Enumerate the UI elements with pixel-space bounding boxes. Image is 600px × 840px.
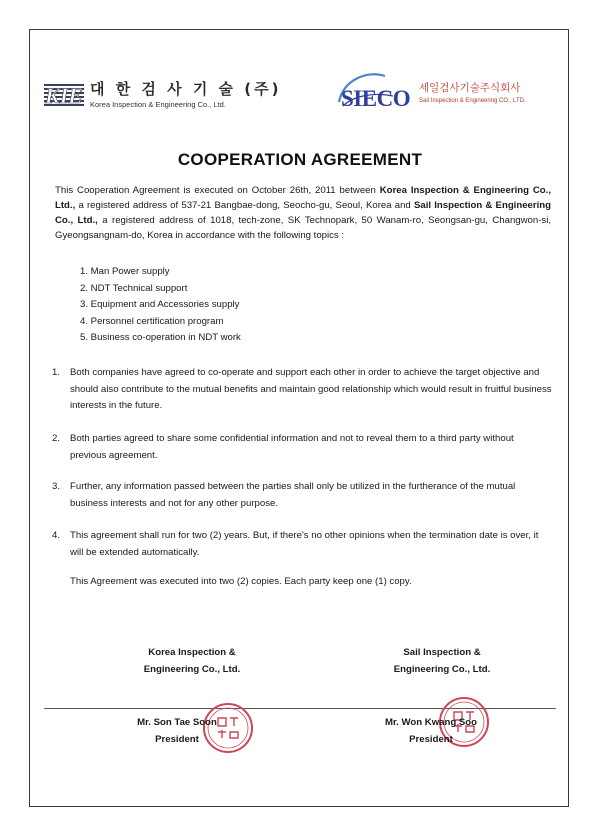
clause-2 [52, 431, 552, 464]
clause-text: Both parties agreed to share some confidential information and not to reveal them to a third party without previous agreement. [70, 433, 514, 461]
intro-party-1: Korea Inspection & Engineering Co., Ltd., [55, 185, 551, 211]
party-right [362, 644, 522, 678]
party-left-line1: Korea Inspection & [148, 647, 236, 658]
intro-text-1: This Cooperation Agreement is executed on October 26th, 2011 between [55, 185, 380, 196]
svg-text:KIE: KIE [45, 83, 83, 108]
closing-statement: This Agreement was executed into two (2) copies. Each party keep one (1) copy. [70, 576, 412, 587]
clause-text: This agreement shall run for two (2) years. But, if there's no other opinions when the termination date is over, it will be extended automatically. [70, 530, 539, 558]
intro-text-3: a registered address of 1018, tech-zone, SK Technopark, 50 Wanam-ro, Seongsan-gu, Changwon-si, Gyeongsangnam-do, Korea in accordance with the following topics : [55, 215, 552, 241]
party-right-line2: Engineering Co., Ltd. [393, 664, 491, 675]
topics-list [80, 264, 241, 347]
clause-number: 4. [52, 530, 61, 541]
signer-right-title: President [409, 734, 453, 745]
topic-item: 3. Equipment and Accessories supply [80, 299, 240, 310]
intro-text-2: a registered address of 537-21 Bangbae-dong, Seocho-gu, Seoul, Korea and [75, 200, 414, 211]
kie-korean-name: 대 한 검 사 기 술 (주) [90, 80, 282, 98]
topic-item: 2. NDT Technical support [80, 282, 188, 294]
clause-text: Both companies have agreed to co-operate and support each other in order to achieve the target objective and should also contribute to the mutual benefits and maintain good relationship which would result in fruitful business interests in the future. [70, 367, 552, 411]
clause-number: 2. [52, 433, 61, 444]
signer-right [356, 714, 506, 748]
sail-korean-name: 세일검사기술주식회사 [419, 82, 521, 94]
clause-4 [52, 528, 552, 561]
kie-emblem-icon [44, 82, 84, 108]
clause-1 [52, 365, 552, 415]
party-left [112, 644, 272, 678]
party-right-line1: Sail Inspection & [403, 647, 481, 658]
clause-3 [52, 479, 552, 512]
agreement-page [29, 29, 569, 807]
topic-item: 5. Business co-operation in NDT work [80, 332, 241, 343]
signer-left-name: Mr. Son Tae Soon [137, 717, 217, 728]
signer-right-name: Mr. Won Kwang Soo [384, 717, 478, 728]
party-left-line2: Engineering Co., Ltd. [143, 664, 241, 675]
sail-english-name: Sail Inspection & Engineering CO., LTD. [419, 98, 526, 104]
clause-number: 1. [52, 367, 61, 378]
signer-left-title: President [155, 734, 199, 745]
kie-logo [44, 76, 294, 116]
clause-number: 3. [52, 481, 61, 492]
intro-party-2: Sail Inspection & Engineering Co., Ltd., [55, 200, 551, 226]
topic-item: 4. Personnel certification program [80, 315, 224, 327]
signer-left [102, 714, 252, 748]
clause-text: Further, any information passed between the parties shall only be utilized in the furtherance of the mutual business interests and not for any other purpose. [70, 481, 516, 509]
kie-english-name: Korea Inspection & Engineering Co., Ltd. [90, 100, 226, 109]
sieco-logo [333, 66, 563, 116]
intro-paragraph [55, 183, 551, 243]
sieco-wordmark: SIECO [341, 86, 411, 111]
topic-item: 1. Man Power supply [80, 266, 170, 277]
document-title: COOPERATION AGREEMENT [177, 150, 423, 169]
